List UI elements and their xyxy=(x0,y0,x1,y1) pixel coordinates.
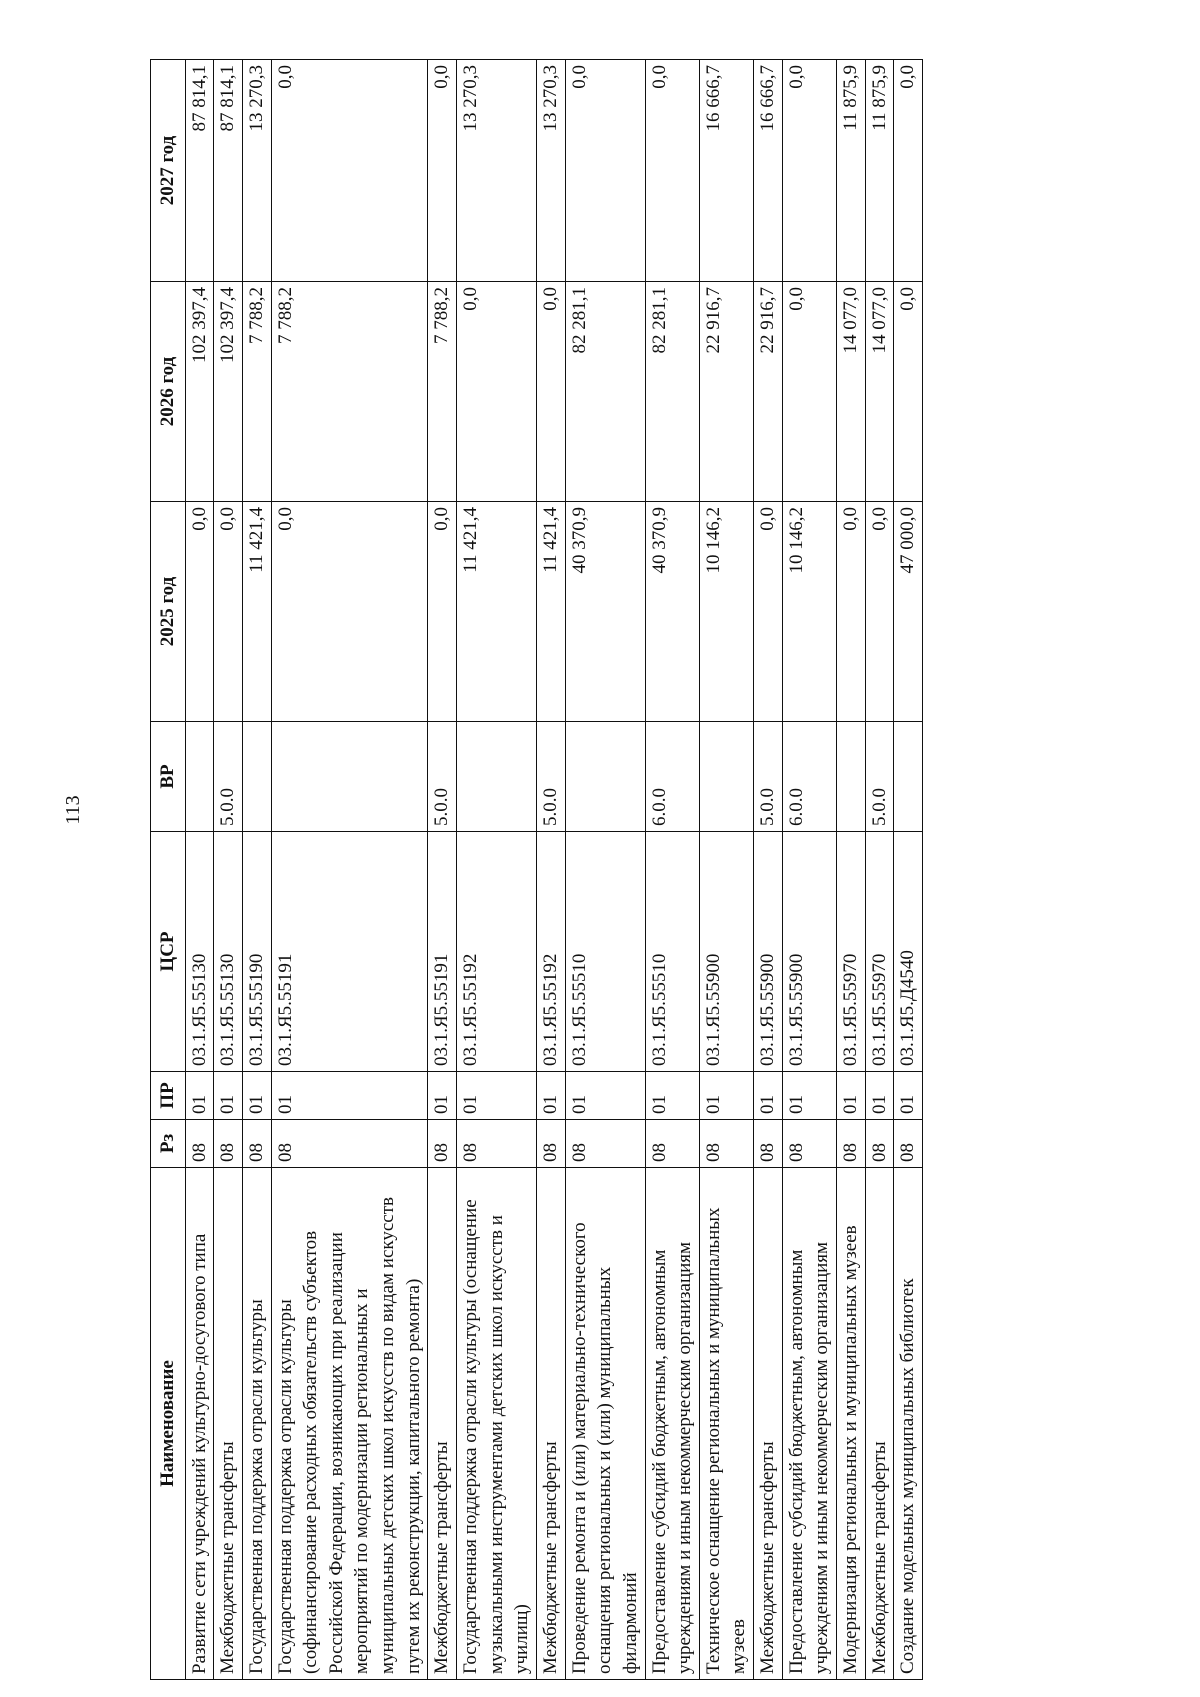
cell-pr: 01 xyxy=(214,1072,243,1120)
cell-2027: 11 875,9 xyxy=(837,60,866,282)
header-2026: 2026 год xyxy=(151,282,186,502)
cell-csr: 03.1.Я5.55130 xyxy=(214,832,243,1072)
cell-pr: 01 xyxy=(185,1072,214,1120)
table-row xyxy=(645,60,699,1680)
cell-csr: 03.1.Я5.55190 xyxy=(242,832,271,1072)
cell-2026: 0,0 xyxy=(782,282,836,502)
cell-name: Межбюджетные трансферты xyxy=(428,1168,457,1680)
cell-2026: 7 788,2 xyxy=(242,282,271,502)
cell-pr: 01 xyxy=(565,1072,645,1120)
header-vr: ВР xyxy=(151,722,186,832)
cell-csr: 03.1.Я5.55191 xyxy=(271,832,428,1072)
cell-2026: 7 788,2 xyxy=(428,282,457,502)
cell-2026: 14 077,0 xyxy=(865,282,894,502)
cell-vr: 6.0.0 xyxy=(782,722,836,832)
cell-rz: 08 xyxy=(242,1120,271,1168)
cell-2027: 0,0 xyxy=(782,60,836,282)
cell-pr: 01 xyxy=(699,1072,753,1120)
cell-2025: 10 146,2 xyxy=(782,502,836,722)
table-row xyxy=(865,60,894,1680)
budget-table-container xyxy=(150,60,1068,1680)
cell-2025: 0,0 xyxy=(271,502,428,722)
cell-name: Развитие сети учреждений культурно-досугового типа xyxy=(185,1168,214,1680)
cell-2027: 0,0 xyxy=(271,60,428,282)
header-2025: 2025 год xyxy=(151,502,186,722)
cell-2025: 0,0 xyxy=(428,502,457,722)
cell-2026: 14 077,0 xyxy=(837,282,866,502)
cell-2027: 0,0 xyxy=(565,60,645,282)
cell-pr: 01 xyxy=(536,1072,565,1120)
cell-2026: 22 916,7 xyxy=(754,282,783,502)
cell-csr: 03.1.Я5.55970 xyxy=(865,832,894,1072)
header-name: Наименование xyxy=(151,1168,186,1680)
cell-rz: 08 xyxy=(536,1120,565,1168)
cell-csr: 03.1.Я5.55510 xyxy=(565,832,645,1072)
cell-pr: 01 xyxy=(428,1072,457,1120)
cell-csr: 03.1.Я5.55970 xyxy=(837,832,866,1072)
cell-2025: 0,0 xyxy=(185,502,214,722)
cell-2027: 87 814,1 xyxy=(185,60,214,282)
cell-rz: 08 xyxy=(428,1120,457,1168)
cell-vr: 5.0.0 xyxy=(214,722,243,832)
cell-2026: 0,0 xyxy=(457,282,537,502)
cell-pr: 01 xyxy=(271,1072,428,1120)
cell-pr: 01 xyxy=(782,1072,836,1120)
cell-csr: 03.1.Я5.55510 xyxy=(645,832,699,1072)
cell-name: Межбюджетные трансферты xyxy=(214,1168,243,1680)
cell-2027: 0,0 xyxy=(645,60,699,282)
cell-csr: 03.1.Я5.Д4540 xyxy=(894,832,923,1072)
page-number: 113 xyxy=(62,795,84,825)
cell-2025: 40 370,9 xyxy=(565,502,645,722)
cell-vr xyxy=(185,722,214,832)
cell-2027: 13 270,3 xyxy=(457,60,537,282)
table-header-row xyxy=(151,60,186,1680)
cell-rz: 08 xyxy=(185,1120,214,1168)
cell-vr xyxy=(894,722,923,832)
cell-pr: 01 xyxy=(242,1072,271,1120)
cell-2027: 87 814,1 xyxy=(214,60,243,282)
cell-name: Проведение ремонта и (или) материально-технического оснащения региональных и (или) муниципальных филармоний xyxy=(565,1168,645,1680)
cell-rz: 08 xyxy=(754,1120,783,1168)
cell-2025: 10 146,2 xyxy=(699,502,753,722)
table-row xyxy=(242,60,271,1680)
table-row xyxy=(271,60,428,1680)
cell-2026: 0,0 xyxy=(894,282,923,502)
cell-rz: 08 xyxy=(214,1120,243,1168)
cell-2025: 11 421,4 xyxy=(457,502,537,722)
table-row xyxy=(754,60,783,1680)
cell-name: Межбюджетные трансферты xyxy=(754,1168,783,1680)
cell-2027: 13 270,3 xyxy=(536,60,565,282)
cell-2027: 13 270,3 xyxy=(242,60,271,282)
cell-vr xyxy=(699,722,753,832)
cell-2027: 11 875,9 xyxy=(865,60,894,282)
cell-csr: 03.1.Я5.55130 xyxy=(185,832,214,1072)
cell-pr: 01 xyxy=(865,1072,894,1120)
table-row xyxy=(185,60,214,1680)
cell-vr xyxy=(271,722,428,832)
cell-name: Государственная поддержка отрасли культуры xyxy=(242,1168,271,1680)
cell-vr: 6.0.0 xyxy=(645,722,699,832)
table-row xyxy=(536,60,565,1680)
cell-vr xyxy=(837,722,866,832)
cell-2027: 16 666,7 xyxy=(754,60,783,282)
cell-2026: 7 788,2 xyxy=(271,282,428,502)
cell-vr: 5.0.0 xyxy=(536,722,565,832)
header-rz: Рз xyxy=(151,1120,186,1168)
cell-csr: 03.1.Я5.55192 xyxy=(457,832,537,1072)
cell-vr xyxy=(565,722,645,832)
cell-rz: 08 xyxy=(837,1120,866,1168)
cell-vr: 5.0.0 xyxy=(428,722,457,832)
cell-name: Государственная поддержка отрасли культуры (оснащение музыкальными инструментами детских школ искусств и училищ) xyxy=(457,1168,537,1680)
table-row xyxy=(837,60,866,1680)
header-csr: ЦСР xyxy=(151,832,186,1072)
cell-vr xyxy=(457,722,537,832)
cell-pr: 01 xyxy=(457,1072,537,1120)
cell-csr: 03.1.Я5.55192 xyxy=(536,832,565,1072)
cell-pr: 01 xyxy=(645,1072,699,1120)
cell-name: Межбюджетные трансферты xyxy=(865,1168,894,1680)
cell-2025: 47 000,0 xyxy=(894,502,923,722)
table-row xyxy=(565,60,645,1680)
cell-2025: 11 421,4 xyxy=(242,502,271,722)
cell-name: Техническое оснащение региональных и муниципальных музеев xyxy=(699,1168,753,1680)
cell-2026: 102 397,4 xyxy=(185,282,214,502)
cell-pr: 01 xyxy=(837,1072,866,1120)
table-row xyxy=(214,60,243,1680)
cell-rz: 08 xyxy=(782,1120,836,1168)
cell-2025: 40 370,9 xyxy=(645,502,699,722)
cell-name: Предоставление субсидий бюджетным, автономным учреждениям и иным некоммерческим организациям xyxy=(645,1168,699,1680)
cell-csr: 03.1.Я5.55900 xyxy=(699,832,753,1072)
table-row xyxy=(894,60,923,1680)
cell-csr: 03.1.Я5.55900 xyxy=(782,832,836,1072)
cell-2025: 0,0 xyxy=(214,502,243,722)
cell-vr: 5.0.0 xyxy=(865,722,894,832)
table-row xyxy=(457,60,537,1680)
cell-2026: 0,0 xyxy=(536,282,565,502)
header-pr: ПР xyxy=(151,1072,186,1120)
table-row xyxy=(782,60,836,1680)
cell-name: Государственная поддержка отрасли культуры (софинансирование расходных обязательств субъектов Российской Федерации, возникающих при реализации мероприятий по модернизации региональных и муниципальных детских школ искусств по видам искусств путем их реконструкции, капитального ремонта) xyxy=(271,1168,428,1680)
cell-2026: 82 281,1 xyxy=(565,282,645,502)
cell-vr: 5.0.0 xyxy=(754,722,783,832)
table-row xyxy=(699,60,753,1680)
cell-2027: 0,0 xyxy=(894,60,923,282)
cell-pr: 01 xyxy=(754,1072,783,1120)
cell-rz: 08 xyxy=(699,1120,753,1168)
cell-vr xyxy=(242,722,271,832)
cell-rz: 08 xyxy=(457,1120,537,1168)
cell-2025: 0,0 xyxy=(865,502,894,722)
cell-2025: 0,0 xyxy=(837,502,866,722)
cell-2026: 22 916,7 xyxy=(699,282,753,502)
cell-2027: 0,0 xyxy=(428,60,457,282)
cell-rz: 08 xyxy=(645,1120,699,1168)
cell-rz: 08 xyxy=(271,1120,428,1168)
cell-2026: 82 281,1 xyxy=(645,282,699,502)
cell-rz: 08 xyxy=(894,1120,923,1168)
cell-csr: 03.1.Я5.55900 xyxy=(754,832,783,1072)
cell-csr: 03.1.Я5.55191 xyxy=(428,832,457,1072)
cell-name: Межбюджетные трансферты xyxy=(536,1168,565,1680)
cell-name: Модернизация региональных и муниципальных музеев xyxy=(837,1168,866,1680)
cell-2025: 11 421,4 xyxy=(536,502,565,722)
cell-name: Предоставление субсидий бюджетным, автономным учреждениям и иным некоммерческим организациям xyxy=(782,1168,836,1680)
cell-rz: 08 xyxy=(865,1120,894,1168)
budget-table xyxy=(150,59,923,1680)
cell-2026: 102 397,4 xyxy=(214,282,243,502)
cell-rz: 08 xyxy=(565,1120,645,1168)
cell-pr: 01 xyxy=(894,1072,923,1120)
cell-2025: 0,0 xyxy=(754,502,783,722)
table-row xyxy=(428,60,457,1680)
cell-name: Создание модельных муниципальных библиотек xyxy=(894,1168,923,1680)
header-2027: 2027 год xyxy=(151,60,186,282)
cell-2027: 16 666,7 xyxy=(699,60,753,282)
